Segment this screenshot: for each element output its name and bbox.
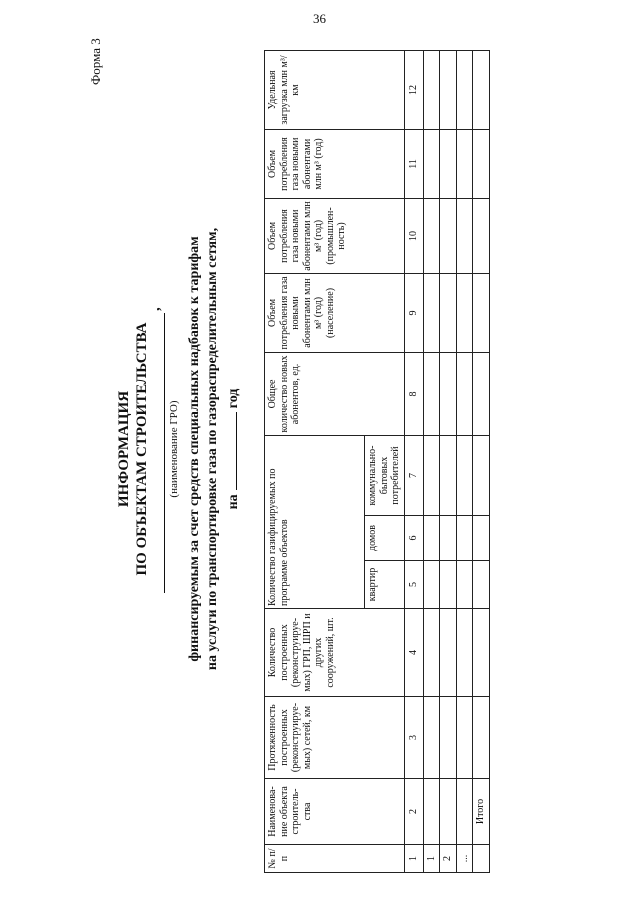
year-suffix: год <box>226 388 241 409</box>
table-row <box>456 50 473 872</box>
subheader-houses: домов <box>365 516 405 561</box>
colnum: 10 <box>404 198 423 273</box>
table-row <box>440 50 457 872</box>
gro-caption: (наименование ГРО) <box>168 400 180 498</box>
total-label: Итого <box>473 779 490 845</box>
colnum: 4 <box>404 609 423 697</box>
header-vol-industry: Объем потребления газа новыми абонентами млн м³ (год) (промышлен-ность) <box>265 198 405 273</box>
header-total-subscribers: Общее количество новых абонентов, ед. <box>265 352 405 435</box>
total-row <box>473 50 490 872</box>
header-gasified: Количество газифицируемых по программе объектов <box>265 435 365 608</box>
colnum: 3 <box>404 697 423 779</box>
header-vol-population: Объем потребления газа новыми абонентами млн м³ (год) (население) <box>265 273 405 352</box>
header-row <box>265 50 365 872</box>
header-load: Удельная загрузка млн м³/км <box>265 50 405 129</box>
page-number: 36 <box>313 11 326 26</box>
title-line-2: ПО ОБЪЕКТАМ СТРОИТЕЛЬСТВА <box>134 322 150 576</box>
header-vol-total: Объем потребления газа новыми абонентами млн м³ (год) <box>265 129 405 198</box>
header-count-grp: Количество построенных (реконструируе-мых) ГРП, ШРП и других сооружений, шт. <box>265 609 405 697</box>
column-number-row <box>404 50 423 872</box>
colnum: 12 <box>404 50 423 129</box>
colnum: 9 <box>404 273 423 352</box>
colnum: 8 <box>404 352 423 435</box>
year-blank <box>223 412 237 490</box>
colnum: 5 <box>404 561 423 609</box>
form-label: Форма 3 <box>88 38 103 85</box>
colnum: 6 <box>404 516 423 561</box>
rotated-form <box>20 20 620 878</box>
subheader-communal: коммунально-бытовых потребителей <box>365 435 405 515</box>
row-number: 1 <box>423 845 440 873</box>
header-num: № п/п <box>265 845 405 873</box>
gro-name-blank <box>164 313 165 593</box>
colnum: 7 <box>404 435 423 515</box>
header-length: Протяженность построенных (реконструируе-мых) сетей, км <box>265 697 405 779</box>
subtitle-line-1: финансируемым за счет средств специальных надбавок к тарифам <box>187 236 202 662</box>
row-number: 2 <box>440 845 457 873</box>
year-prefix: на <box>226 494 241 510</box>
construction-objects-table <box>264 50 490 873</box>
row-number: ... <box>456 845 473 873</box>
colnum: 2 <box>404 779 423 845</box>
year-line <box>223 20 242 878</box>
colnum: 1 <box>404 845 423 873</box>
header-name: Наименова-ние объекта строитель-ства <box>265 779 405 845</box>
title-line-1: ИНФОРМАЦИЯ <box>116 390 132 508</box>
gro-comma: , <box>147 307 163 311</box>
subtitle-line-2: на услуги по транспортировке газа по газораспределительным сетям, <box>205 227 220 671</box>
table-row <box>423 50 440 872</box>
subheader-flats: квартир <box>365 561 405 609</box>
colnum: 11 <box>404 129 423 198</box>
